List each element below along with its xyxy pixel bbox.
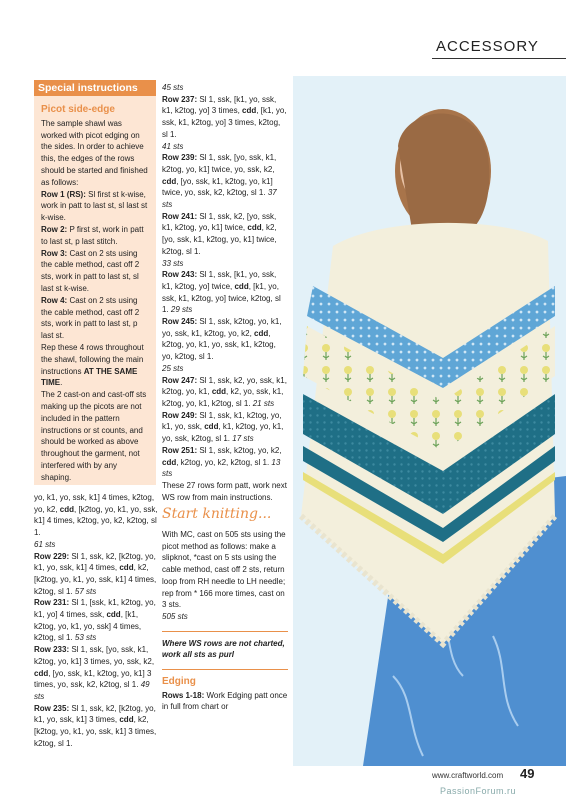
- row-continuation: yo, k1, yo, ssk, k1] 4 times, k2tog, yo, k2, cdd, [k2tog, yo, k1, yo, ssk, k1] 4 times, k2tog, yo, k2, k2tog, sl 1.: [34, 493, 158, 538]
- sidebar-body: [34, 96, 156, 484]
- pattern-column-left: [34, 492, 160, 749]
- stitch-count: 505 sts: [162, 611, 188, 621]
- stitch-count: 25 sts: [162, 363, 184, 373]
- stitch-count: 33 sts: [162, 258, 184, 268]
- sidebar-repeat: Rep these 4 rows throughout the shawl, following the main instructions AT THE SAME TIME.: [41, 342, 144, 388]
- pattern-row: Row 237: Sl 1, ssk, [k1, yo, ssk, k1, k2tog, yo] 3 times, cdd, [k1, yo, ssk, k1, k2tog, yo] 3 times, k2tog, sl 1.: [162, 94, 287, 139]
- pattern-row: Row 241: Sl 1, ssk, k2, [yo, ssk, k1, k2tog, yo, k1] twice, cdd, k2, [yo, ssk, k1, k2tog, yo, k1] twice, k2tog, sl 1.: [162, 211, 277, 256]
- pattern-row: Row 245: Sl 1, ssk, k2tog, yo, k1, yo, ssk, k1, k2tog, yo, k2, cdd, k2tog, yo, k1, yo, ssk, k1, k2tog, yo, k2tog, sl 1.: [162, 317, 282, 362]
- sidebar-intro: The sample shawl was worked with picot edging on the sides. In order to achieve this, the edges of the rows should be started and finished as follows:: [41, 118, 148, 187]
- stitch-count: 45 sts: [162, 83, 184, 92]
- pattern-row: Row 231: Sl 1, [ssk, k1, k2tog, yo, k1, yo] 4 times, ssk, cdd, [k1, k2tog, yo, k1, yo, ssk] 4 times, k2tog, sl 1. 53 sts: [34, 598, 156, 643]
- edging-text: Rows 1-18: Work Edging patt once in full from chart or: [162, 690, 288, 712]
- section-rule: [432, 58, 566, 59]
- sidebar-row: Row 1 (RS): Sl first st k-wise, work in patt to last st, sl last st k-wise.: [41, 189, 148, 223]
- footer-url: www.craftworld.com: [432, 771, 504, 780]
- sidebar-closing: The 2 cast-on and cast-off sts making up the picots are not included in the pattern instructions or st counts, and should be worked as above throughout the garment, not interfered with by any shaping.: [41, 390, 147, 482]
- start-knitting-text: With MC, cast on 505 sts using the picot method as follows: make a slipknot, *cast on 5 sts using the cable method, cast off 2 sts, return loop from RH needle to LH needle; rep from * 166 more times, cast on 3 sts.: [162, 530, 286, 610]
- page-number: 49: [520, 766, 535, 781]
- start-knitting-heading: Start knitting...: [162, 506, 272, 523]
- model-wearing-shawl-illustration: [293, 76, 566, 766]
- shawl-photo: [293, 76, 566, 766]
- pattern-row: Row 243: Sl 1, ssk, [k1, yo, ssk, k1, k2tog, yo] twice, cdd, [k1, yo, ssk, k1, k2tog, yo] twice, k2tog, sl 1. 29 sts: [162, 270, 281, 315]
- watermark: PassionForum.ru: [440, 786, 517, 796]
- note-rule-top: [162, 631, 288, 632]
- stitch-count: 61 sts: [34, 539, 56, 549]
- pattern-row: Row 249: Sl 1, ssk, k1, k2tog, yo, k1, yo, ssk, cdd, k1, k2tog, yo, k1, yo, ssk, k2tog, sl 1. 17 sts: [162, 410, 284, 444]
- special-instructions-box: [34, 80, 156, 485]
- form-patt-text: These 27 rows form patt, work next WS row from main instructions.: [162, 480, 287, 502]
- pattern-row: Row 235: Sl 1, ssk, k2, [k2tog, yo, k1, yo, ssk, k1] 3 times, cdd, k2, [k2tog, yo, k1, yo, ssk, k1] 3 times, k2tog, sl 1.: [34, 703, 157, 748]
- pattern-column-middle: [162, 82, 288, 713]
- picot-heading: Picot side-edge: [41, 104, 115, 115]
- stitch-count: 41 sts: [162, 141, 184, 151]
- edging-heading: Edging: [162, 676, 196, 688]
- sidebar-row: Row 2: P first st, work in patt to last st, p last stitch.: [41, 224, 144, 246]
- sidebar-row: Row 4: Cast on 2 sts using the cable method, cast off 2 sts, work in patt to last st, p last st.: [41, 295, 140, 341]
- ws-rows-note: Where WS rows are not charted, work all sts as purl: [162, 638, 285, 660]
- note-rule-bottom: [162, 669, 288, 670]
- sidebar-title: Special instructions: [34, 80, 156, 96]
- sidebar-row: Row 3: Cast on 2 sts using the cable method, cast off 2 sts, work in patt to last st, sl last st k-wise.: [41, 248, 140, 293]
- pattern-row: Row 251: Sl 1, ssk, k2tog, yo, k2, cdd, k2tog, yo, k2, k2tog, sl 1. 13 sts: [162, 445, 282, 479]
- pattern-row: Row 233: Sl 1, ssk, [yo, ssk, k1, k2tog, yo, k1] 3 times, yo, ssk, k2, cdd, [yo, ssk, k1, k2tog, yo, k1] 3 times, yo, ssk, k2, k2tog, sl 1. 49 sts: [34, 645, 155, 701]
- pattern-row: Row 239: Sl 1, ssk, [yo, ssk, k1, k2tog, yo, k1] twice, yo, ssk, k2, cdd, [yo, ssk, k1, k2tog, yo, k1] twice, yo, ssk, k2, k2tog, sl 1. 37 sts: [162, 153, 277, 210]
- pattern-row: Row 247: Sl 1, ssk, k2, yo, ssk, k1, k2tog, yo, k1, cdd, k2, yo, ssk, k1, k2tog, yo, k1, k2tog, sl 1. 21 sts: [162, 375, 287, 408]
- section-label: ACCESSORY: [436, 38, 539, 55]
- pattern-row: Row 229: Sl 1, ssk, k2, [k2tog, yo, k1, yo, ssk, k1] 4 times, cdd, k2, [k2tog, yo, k1, yo, ssk, k1] 4 times, k2tog, sl 1. 57 sts: [34, 551, 157, 596]
